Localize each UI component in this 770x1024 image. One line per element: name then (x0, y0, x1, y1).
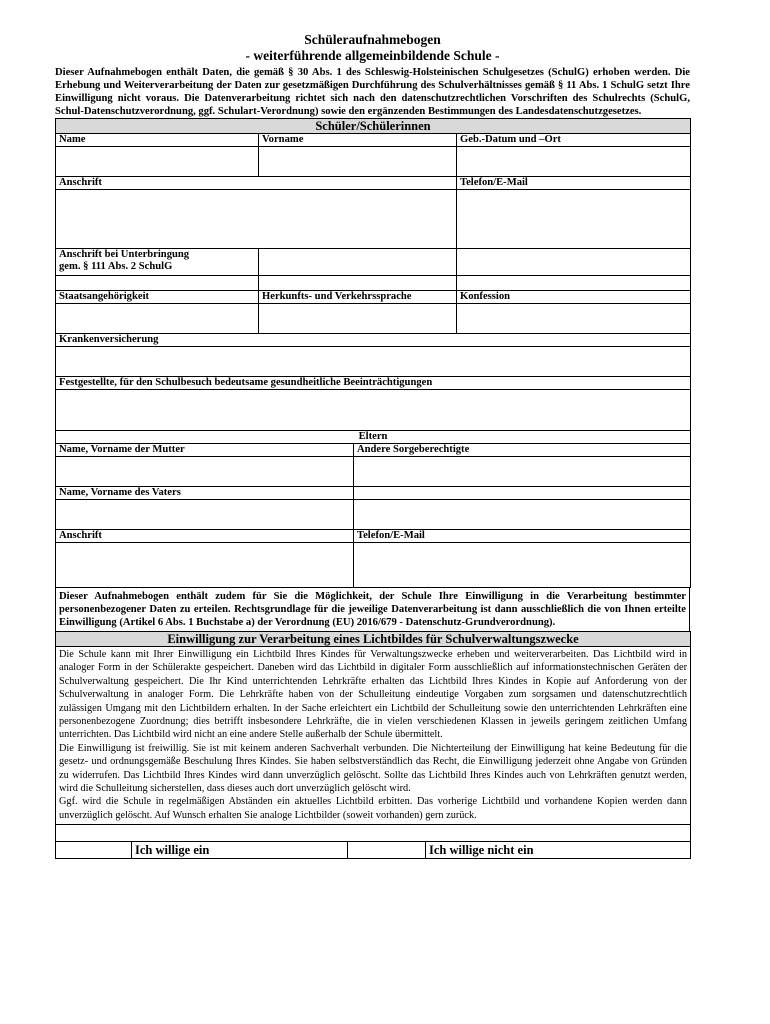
label-eltern-telefon: Telefon/E-Mail (354, 530, 691, 543)
label-andere: Andere Sorgeberechtigte (354, 444, 691, 457)
form-title: Schüleraufnahmebogen (304, 32, 441, 47)
field-vater[interactable] (56, 500, 354, 530)
label-konfession: Konfession (457, 291, 691, 304)
photo-spacer (56, 825, 691, 842)
field-unterbringung-c[interactable] (56, 276, 259, 291)
label-unterbringung-line2: gem. § 111 Abs. 2 SchulG (59, 261, 173, 272)
photo-heading: Einwilligung zur Verarbeitung eines Lichtbildes für Schulverwaltungszwecke (56, 632, 691, 647)
parents-table (55, 430, 691, 588)
field-sprache[interactable] (259, 304, 457, 334)
photo-para-2: Die Einwilligung ist freiwillig. Sie ist mit keinem anderen Sachverhalt verbunden. Die Nichterteilung der Einwilligung hat keine Bedeutung für die gesetz- und ordnungsgemäße Beschulung Ihres Kindes. Sie haben selbstverständlich das Recht, die Einwilligung jederzeit ohne Angabe von Gründen zu widerrufen. Das Lichtbild Ihres Kindes wird dann unverzüglich gelöscht. Sollte das Lichtbild Ihres Kindes auch von Lehrkräften genutzt werden, wird die Schulleitung sicherstellen, dass dieses auch dort unverzüglich gelöscht wird. (59, 742, 688, 795)
label-eltern-anschrift: Anschrift (56, 530, 354, 543)
students-heading: Schüler/Schülerinnen (56, 119, 691, 134)
field-gesundheit[interactable] (56, 390, 691, 431)
field-konfession[interactable] (457, 304, 691, 334)
field-andere[interactable] (354, 457, 691, 487)
label-vater: Name, Vorname des Vaters (56, 487, 354, 500)
label-kranken: Krankenversicherung (56, 334, 691, 347)
label-no: Ich willige nicht ein (426, 842, 691, 859)
intro-text: Dieser Aufnahmebogen enthält Daten, die gemäß § 30 Abs. 1 des Schleswig-Holsteinischen Schulgesetzes (SchulG) erhoben werden. Die Erhebung und Weiterverarbeitung der Daten zur gesetzmäßigen Durchführung des Schulverhältnisses gemäß § 11 Abs. 1 SchulG setzt Ihre Einwilligung nicht voraus. Die Datenverarbeitung richtet sich nach den datenschutzrechtlichen Vorschriften des Schulrechts (SchulG, Schul-Datenschutzverordnung, ggf. Schulart-Verordnung) sowie den ergänzenden Bestimmungen des Landesdatenschutzgesetzes. (55, 67, 690, 117)
photo-para-1: Die Schule kann mit Ihrer Einwilligung ein Lichtbild Ihres Kindes für Verwaltungszwecke erheben und weiterverarbeiten. Das Lichtbild wird in analoger Form in der Schülerakte gespeichert. Daneben wird das Lichtbild in digitaler Form ausschließlich auf informationstechnischen Geräten der Schulverwaltung gespeichert. Die Ihr Kind unterrichtenden Lehrkräfte erhalten das Lichtbild Ihres Kindes in Kopie auf Anforderung von der Schulverwaltung in analoger Form. Die Lehrkräfte haben von der Schulleitung eindeutige Vorgaben zum sorgsamen und datenschutzrechtlich zulässigen Umgang mit den Lichtbildern erhalten. In der Sache erleichtert ein Lichtbild der Schulleitung sowie den unterrichtenden Lehrkräften eine personenbezogene Zuordnung; dies betrifft insbesondere Lehrkräfte, die in vielen verschiedenen Klassen in jeweils geringem zeitlichen Umfang unterrichten. Das Lichtbild wird nicht an eine andere Stelle außerhalb der Schule übermittelt. (59, 649, 688, 741)
label-geb: Geb.-Datum und –Ort (457, 134, 691, 147)
form-subtitle: - weiterführende allgemeinbildende Schule - (245, 48, 500, 63)
field-unterbringung-e[interactable] (457, 276, 691, 291)
consent-text: Dieser Aufnahmebogen enthält zudem für Sie die Möglichkeit, der Schule Ihre Einwilligung in die Verarbeitung bestimmter personenbezogener Daten zu erteilen. Rechtsgrundlage für die jeweilige Datenverarbeitung ist dann ausschließlich die von Ihnen erteilte Einwilligung (Artikel 6 Abs. 1 Buchstabe a) der Verordnung (EU) 2016/679 - Datenschutz-Grundverordnung). (56, 588, 690, 632)
label-name: Name (56, 134, 259, 147)
field-mutter[interactable] (56, 457, 354, 487)
photo-text (56, 647, 691, 825)
student-table (55, 118, 691, 431)
field-eltern-anschrift[interactable] (56, 543, 354, 588)
label-gesundheit: Festgestellte, für den Schulbesuch bedeutsame gesundheitliche Beeinträchtigungen (56, 377, 691, 390)
field-unterbringung-d[interactable] (259, 276, 457, 291)
photo-para-3: Ggf. wird die Schule in regelmäßigen Abständen ein aktuelles Lichtbild erbitten. Das vorherige Lichtbild und vorhandene Kopien werden dann unverzüglich gelöscht. Auf Wunsch erhalten Sie analoge Lichtbilder (soweit vorhanden) gern zurück. (59, 796, 688, 821)
label-vorname: Vorname (259, 134, 457, 147)
field-staat[interactable] (56, 304, 259, 334)
label-yes: Ich willige ein (132, 842, 348, 859)
field-unterbringung-b[interactable] (457, 249, 691, 276)
consent-table (55, 587, 690, 632)
field-geb[interactable] (457, 147, 691, 177)
field-kranken[interactable] (56, 347, 691, 377)
label-anschrift: Anschrift (56, 177, 457, 190)
label-unterbringung-line1: Anschrift bei Unterbringung (59, 249, 190, 260)
field-unterbringung-a[interactable] (259, 249, 457, 276)
field-andere-2[interactable] (354, 487, 691, 500)
photo-table (55, 631, 691, 859)
checkbox-no[interactable] (348, 842, 426, 859)
field-eltern-telefon[interactable] (354, 543, 691, 588)
field-telefon[interactable] (457, 190, 691, 249)
field-vorname[interactable] (259, 147, 457, 177)
label-telefon: Telefon/E-Mail (457, 177, 691, 190)
label-unterbringung (56, 249, 259, 276)
label-sprache: Herkunfts- und Verkehrssprache (259, 291, 457, 304)
label-staat: Staatsangehörigkeit (56, 291, 259, 304)
field-andere-3[interactable] (354, 500, 691, 530)
field-anschrift[interactable] (56, 190, 457, 249)
checkbox-yes[interactable] (56, 842, 132, 859)
form-page (55, 32, 690, 859)
label-mutter: Name, Vorname der Mutter (56, 444, 354, 457)
parents-heading: Eltern (56, 431, 691, 444)
field-name[interactable] (56, 147, 259, 177)
